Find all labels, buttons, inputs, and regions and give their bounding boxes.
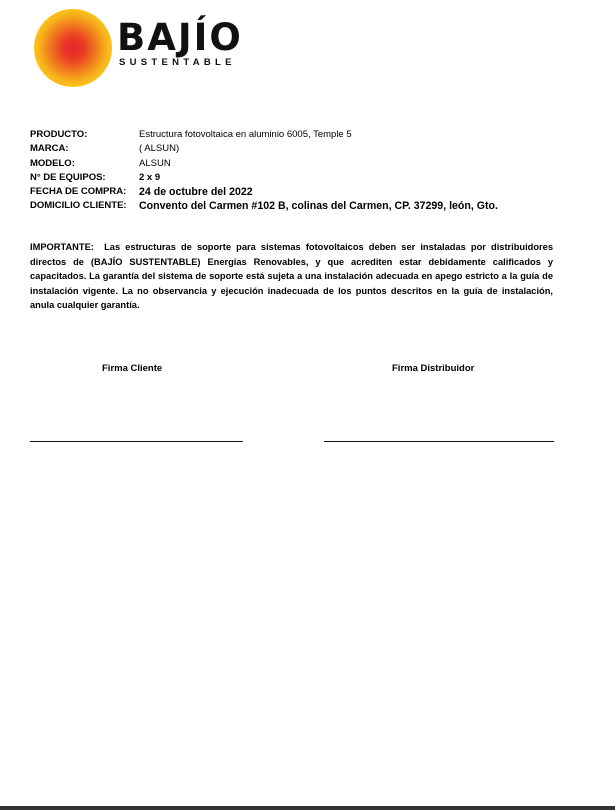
product-details [30,128,590,214]
notice-text: Las estructuras de soporte para sistemas fotovoltaicos deben ser instaladas por distribuidores directos de (BAJÍO SUSTENTABLE) Energías Renovables, y que acrediten estar debidamente calificados y capacitados. La garantía del sistema de soporte está sujeta a una instalación adecuada en apego estricto a la guía de instalación vigente. La no observancia y ejecución inadecuada de los puntos descritos en la guía de instalación, anula cualquier garantía. [30,242,553,311]
field-label: PRODUCTO: [30,129,88,140]
field-label: DOMICILIO CLIENTE: [30,200,127,212]
distributor-signature-label: Firma Distribuidor [392,363,475,374]
page-bottom-edge [0,806,615,810]
field-value: 24 de octubre del 2022 [139,186,253,199]
field-label: FECHA DE COMPRA: [30,186,127,198]
logo-wordmark: BAJÍO [117,16,243,59]
field-value: Estructura fotovoltaica en aluminio 6005, Temple 5 [139,129,352,140]
field-equipos [30,171,590,185]
field-value: 2 x 9 [139,171,161,183]
field-value: ( ALSUN) [139,143,180,155]
client-signature-label: Firma Cliente [102,363,163,374]
notice-lead: IMPORTANTE: [30,242,94,252]
field-value: ALSUN [139,157,171,169]
logo-sun-icon [34,9,112,87]
field-domicilio [30,199,590,213]
field-marca [30,142,590,156]
field-label: MARCA: [30,143,69,155]
logo-tagline: SUSTENTABLE [119,57,236,68]
field-modelo [30,157,590,171]
field-label: MODELO: [30,157,75,169]
client-signature-line [30,441,243,442]
field-label: N° DE EQUIPOS: [30,171,106,183]
field-producto [30,128,590,142]
warranty-notice [30,240,553,313]
field-fecha [30,185,590,199]
distributor-signature-line [324,441,554,442]
field-value: Convento del Carmen #102 B, colinas del Carmen, CP. 37299, león, Gto. [139,200,498,213]
